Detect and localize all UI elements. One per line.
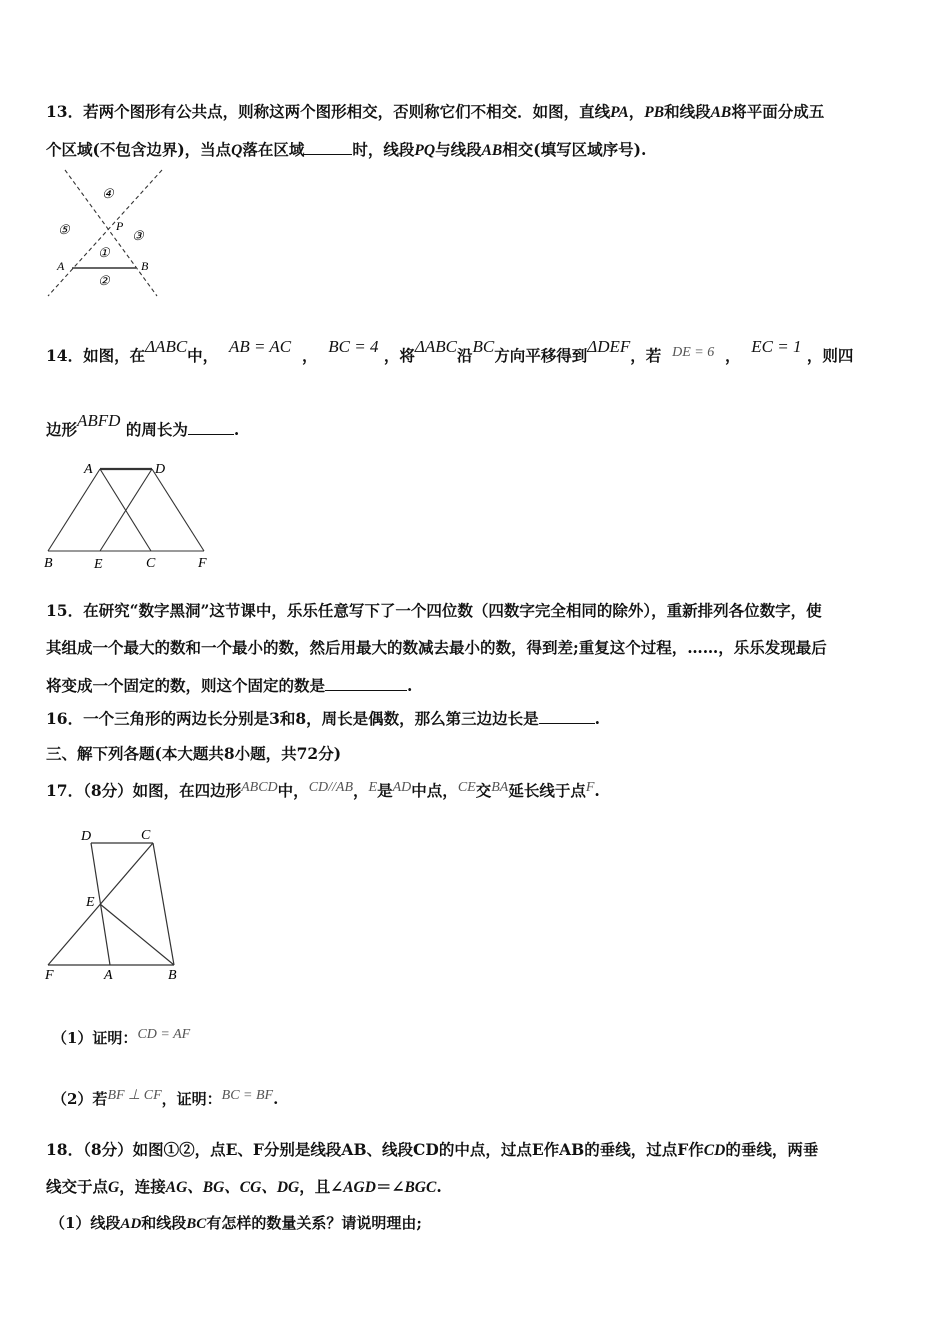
q14-label-b: B xyxy=(44,556,53,571)
q15-line1: 15．在研究“数字黑洞”这节课中，乐乐任意写下了一个四位数（四数字完全相同的除外），重新排列各位数字，使 xyxy=(46,601,822,620)
q13-region-2: ② xyxy=(98,273,110,288)
q13-region-4: ④ xyxy=(102,186,114,201)
q13-region-3: ③ xyxy=(132,228,144,243)
q14-answer-blank[interactable] xyxy=(188,420,234,435)
q17-part1: （1）证明：CD = AF xyxy=(52,1027,191,1047)
q17-label-a: A xyxy=(104,968,113,983)
section-3-heading: 三、解下列各题(本大题共8小题，共72分) xyxy=(46,744,342,763)
q15-line2: 其组成一个最大的数和一个最小的数，然后用最大的数减去最小的数，得到差;重复这个过程，……，乐乐发现最后 xyxy=(46,638,827,657)
q13-point-a: A xyxy=(57,259,65,273)
q17-label-b: B xyxy=(168,968,177,983)
q13-line2: 个区域(不包含边界)，当点Q落在区域 时，线段PQ与线段AB相交(填写区域序号). xyxy=(46,140,647,159)
q13-point-p: P xyxy=(116,219,124,233)
q17-label-d: D xyxy=(81,829,92,844)
q18-line2: 线交于点G，连接AG、BG、CG、DG，且∠AGD＝∠BGC. xyxy=(46,1177,442,1196)
q16-line: 16．一个三角形的两边长分别是3和8，周长是偶数，那么第三边边长是 . xyxy=(46,709,601,728)
q14-line2: 边形ABFD 的周长为 . xyxy=(46,411,240,439)
q13-line1: 13．若两个图形有公共点，则称这两个图形相交，否则称它们不相交．如图，直线PA，PB和线段AB将平面分成五 xyxy=(46,102,825,121)
q15-line3: 将变成一个固定的数，则这个固定的数是 . xyxy=(46,676,413,695)
q17-label-e: E xyxy=(86,895,95,910)
q18-line1: 18．（8分）如图①②，点E、F分别是线段AB、线段CD的中点，过点E作AB的垂线，过点F作CD的垂线，两垂 xyxy=(46,1140,819,1159)
q13-region-1: ① xyxy=(98,245,110,260)
q14-label-a: A xyxy=(84,462,93,477)
q13-point-b: B xyxy=(141,259,149,273)
q14-figure xyxy=(40,455,220,575)
q17-label-c: C xyxy=(141,828,151,843)
q14-label-f: F xyxy=(198,556,207,571)
q13-figure xyxy=(40,165,170,305)
q16-answer-blank[interactable] xyxy=(539,709,595,724)
q17-part2: （2）若BF ⊥ CF，证明：BC = BF. xyxy=(52,1088,279,1108)
q17-figure xyxy=(40,822,190,987)
q14-label-d: D xyxy=(155,462,166,477)
q13-region-5: ⑤ xyxy=(58,222,70,237)
q17-line1: 17．（8分）如图，在四边形ABCD中，CD//AB，E是AD中点，CE交BA延长线于点F. xyxy=(46,780,600,800)
q13-answer-blank[interactable] xyxy=(304,140,352,155)
q14-line1: 14．如图，在ΔABC中， AB = AC ， BC = 4 ，将ΔABC沿BC方向平移得到ΔDEF，若 DE = 6 ， EC = 1 ，则四 xyxy=(46,337,854,365)
q15-answer-blank[interactable] xyxy=(325,676,407,691)
q14-label-c: C xyxy=(146,556,156,571)
q18-part1: （1）线段AD和线段BC有怎样的数量关系？请说明理由; xyxy=(50,1214,422,1232)
q17-label-f: F xyxy=(45,968,54,983)
q14-label-e: E xyxy=(94,557,103,572)
